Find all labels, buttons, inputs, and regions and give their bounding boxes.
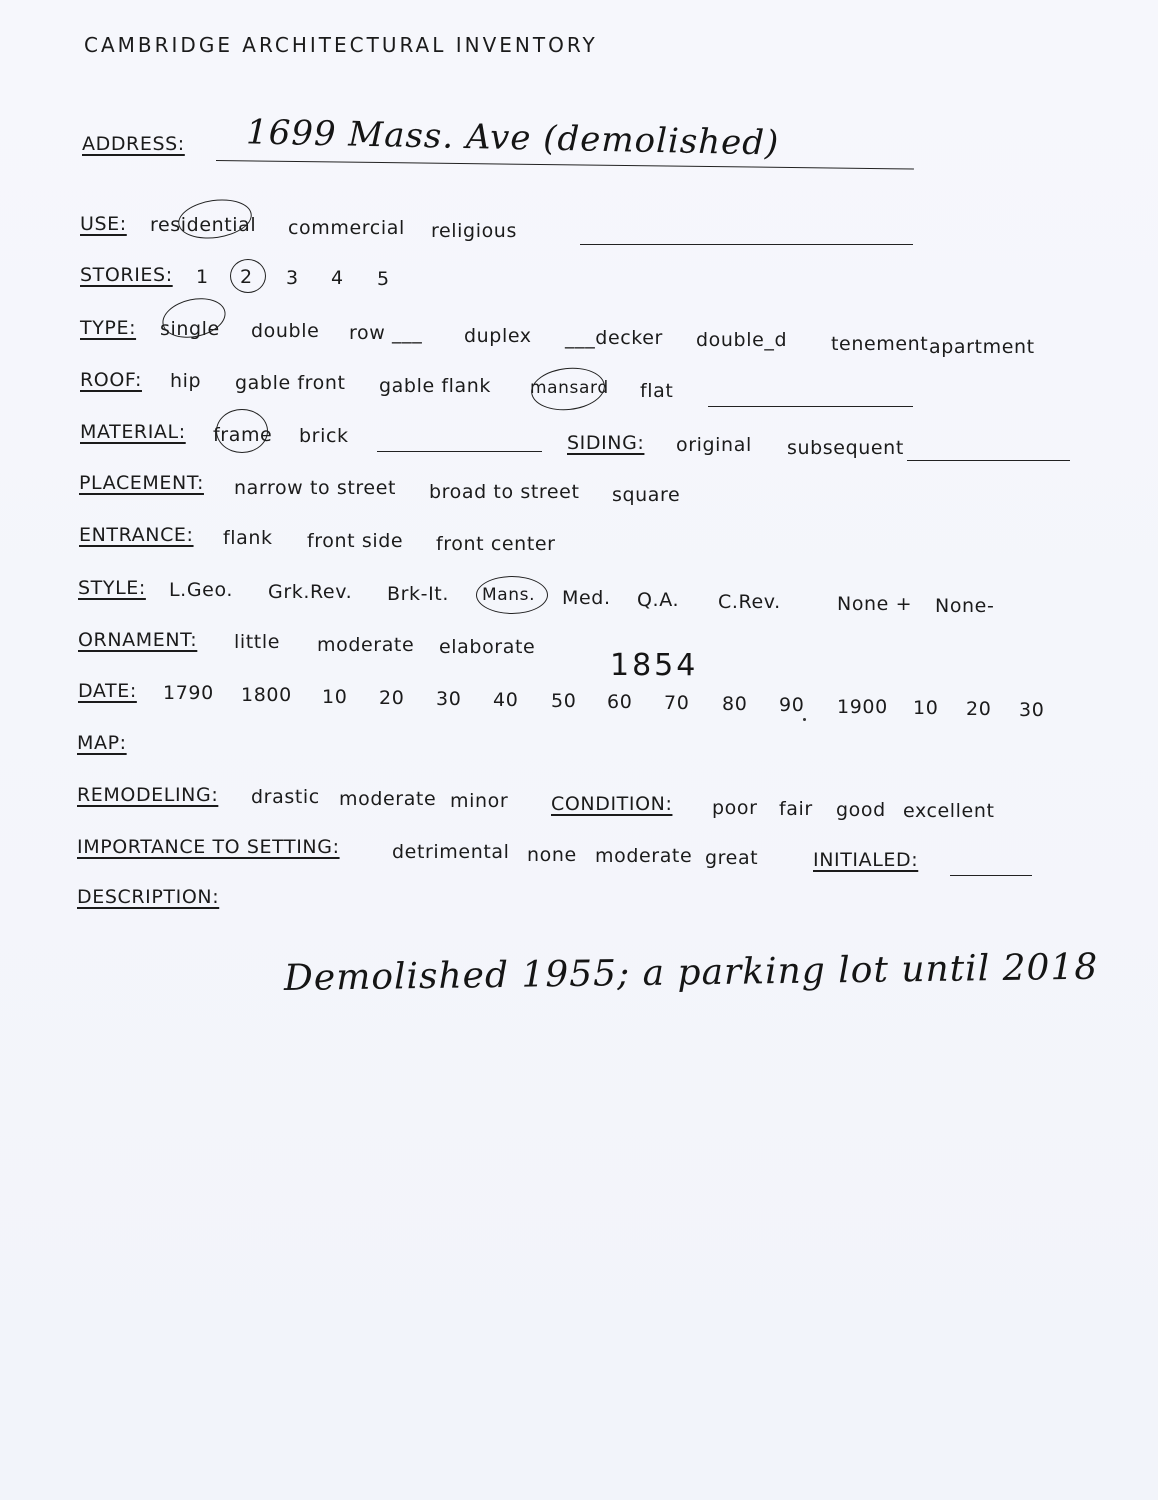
placement-option-square: square [612,484,681,506]
material-other-line [377,451,542,452]
date-option-50: 50 [551,690,577,712]
use-option-commercial: commercial [288,217,405,239]
remodeling-option-drastic: drastic [251,786,320,808]
date-option-60: 60 [607,691,633,713]
style-option-med: Med. [562,587,611,609]
entrance-option-front-center: front center [436,533,556,555]
style-option-mans: Mans. [482,585,536,605]
importance-option-moderate: moderate [595,845,693,867]
date-tick-mark [803,718,806,721]
type-option-double-d: double_d [696,329,788,351]
date-option-1900-10: 10 [913,697,939,719]
date-option-1790: 1790 [163,682,214,704]
siding-other-line [907,460,1070,461]
description-label: DESCRIPTION: [77,886,220,908]
remodeling-option-minor: minor [450,790,509,812]
roof-option-flat: flat [640,380,674,402]
style-option-crev: C.Rev. [718,591,781,613]
type-option-row: row ___ [349,322,423,344]
use-option-residential: residential [150,214,257,236]
date-option-1900: 1900 [837,696,888,718]
date-option-1900-30: 30 [1019,699,1045,721]
date-option-70: 70 [664,692,690,714]
style-option-qa: Q.A. [637,589,680,611]
initialed-line [950,875,1032,876]
stories-option-4: 4 [331,267,344,289]
condition-option-fair: fair [779,798,813,820]
remodeling-label: REMODELING: [77,784,219,806]
condition-label: CONDITION: [551,793,673,815]
form-title: CAMBRIDGE ARCHITECTURAL INVENTORY [84,33,598,57]
roof-option-mansard: mansard [530,378,609,398]
stories-option-3: 3 [286,267,299,289]
roof-label: ROOF: [80,369,142,391]
importance-label: IMPORTANCE TO SETTING: [77,836,340,858]
type-option-double: double [251,320,320,342]
roof-option-gable-flank: gable flank [379,375,492,397]
date-option-20: 20 [379,687,405,709]
use-other-line [580,244,913,245]
ornament-option-moderate: moderate [317,634,415,656]
ornament-label: ORNAMENT: [78,629,198,651]
siding-option-original: original [676,434,752,456]
placement-option-broad: broad to street [429,481,580,503]
condition-option-poor: poor [712,797,758,819]
importance-option-detrimental: detrimental [392,841,510,863]
condition-option-excellent: excellent [903,800,995,822]
use-label: USE: [80,213,127,235]
date-option-10: 10 [322,686,348,708]
importance-option-great: great [705,847,759,869]
entrance-option-flank: flank [223,527,273,549]
date-option-1900-20: 20 [966,698,992,720]
style-option-none-minus: None- [935,595,995,617]
date-label: DATE: [78,680,137,702]
date-handwritten-value: 1854 [610,648,699,683]
address-handwritten-value: 1699 Mass. Ave (demolished) [245,112,780,164]
remodeling-option-moderate: moderate [339,788,437,810]
style-option-none-plus: None + [837,593,913,615]
description-handwritten-value: Demolished 1955; a parking lot until 2018 [283,946,1099,999]
entrance-option-front-side: front side [307,530,404,552]
roof-option-hip: hip [170,370,202,392]
entrance-label: ENTRANCE: [79,524,194,546]
ornament-option-elaborate: elaborate [439,636,536,658]
map-label: MAP: [77,732,127,754]
initialed-label: INITIALED: [813,849,919,871]
address-line [216,160,914,170]
placement-label: PLACEMENT: [79,472,204,494]
condition-option-good: good [836,799,886,821]
type-label: TYPE: [80,317,137,339]
stories-option-1: 1 [196,266,209,288]
type-option-tenement: tenement [831,333,929,355]
type-option-duplex: duplex [464,325,532,347]
date-option-80: 80 [722,693,748,715]
stories-label: STORIES: [80,264,173,286]
placement-option-narrow: narrow to street [234,477,397,499]
roof-option-gable-front: gable front [235,372,346,394]
importance-option-none: none [527,844,577,866]
date-option-1800: 1800 [241,684,292,706]
use-option-religious: religious [431,220,517,242]
date-option-90: 90 [779,694,805,716]
roof-other-line [708,406,913,407]
date-option-30: 30 [436,688,462,710]
siding-option-subsequent: subsequent [787,437,904,459]
style-option-brkit: Brk-It. [387,583,449,605]
stories-option-2: 2 [240,266,253,288]
style-label: STYLE: [78,577,146,599]
type-option-apartment: apartment [929,336,1035,358]
style-option-lgeo: L.Geo. [169,579,233,601]
material-option-frame: frame [213,424,273,446]
address-label: ADDRESS: [82,133,185,155]
ornament-option-little: little [234,631,281,653]
material-option-brick: brick [299,425,349,447]
material-label: MATERIAL: [80,421,186,443]
type-option-decker: ___decker [565,327,663,349]
type-option-single: single [160,318,220,340]
siding-label: SIDING: [567,432,645,454]
date-option-40: 40 [493,689,519,711]
stories-option-5: 5 [377,268,390,290]
style-option-grkrev: Grk.Rev. [268,581,353,603]
